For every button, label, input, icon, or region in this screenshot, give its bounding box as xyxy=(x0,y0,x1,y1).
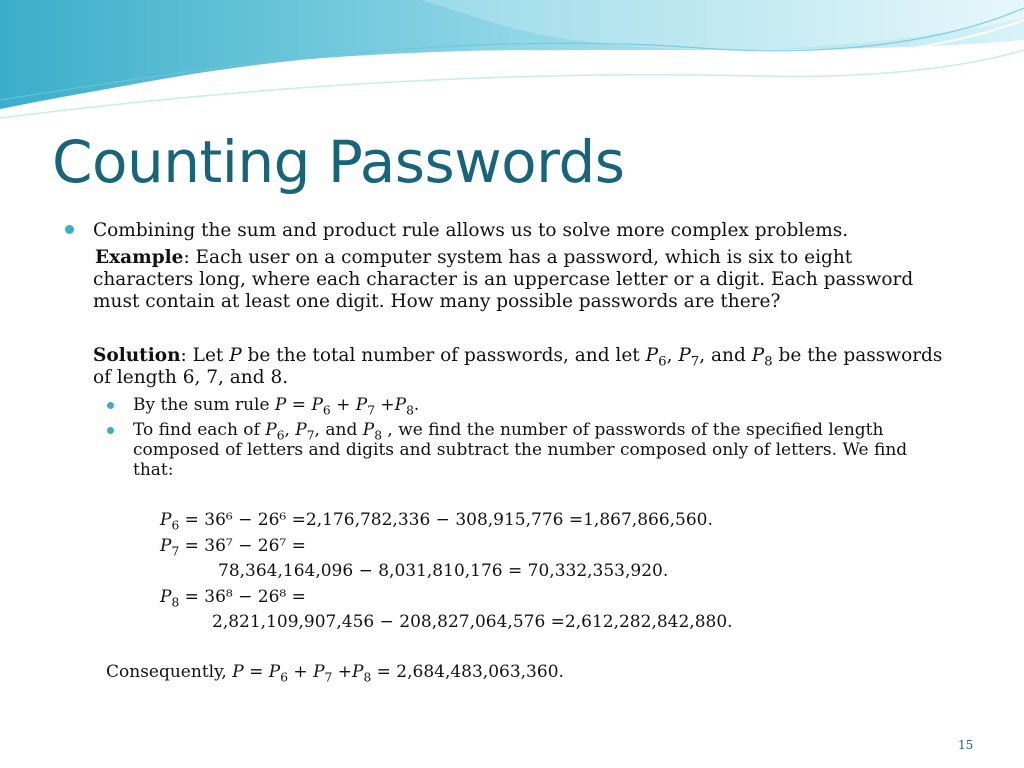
solution-text: be the total number of passwords, and let xyxy=(241,345,646,366)
page-number: 15 xyxy=(958,738,974,752)
sum-rule-text: By the sum rule xyxy=(133,395,275,415)
header-wave-decoration xyxy=(0,0,1024,120)
equation-p7-value: 78,364,164,096 − 8,031,810,176 = 70,332,353,920. xyxy=(218,561,669,581)
sum-rule-bullet: By the sum rule $P = P_6 + P_7 +P_8$. xyxy=(133,395,420,418)
bullet-icon xyxy=(107,427,114,434)
find-each-text: , we find the number of passwords of the specified length composed of letters and digits and subtract the number composed only of letters. We find that: xyxy=(133,420,908,480)
example-paragraph xyxy=(93,247,943,313)
solution-text: be the passwords of length 6, 7, and 8. xyxy=(93,345,943,388)
intro-text: Combining the sum and product rule allows us to solve more complex problems. xyxy=(93,220,849,241)
example-label: Example xyxy=(95,247,184,268)
slide-title: Counting Passwords xyxy=(52,128,625,196)
equation-p8: $P_8 = 36^8 - 26^8$ = xyxy=(160,587,306,610)
equation-p6: $P_6 = 36^6 - 26^6 =2,176,782,336 - 308,915,776 =1,867,866,560$. xyxy=(160,510,713,533)
equation-p8-value: 2,821,109,907,456 − 208,827,064,576 =2,612,282,842,880. xyxy=(212,612,733,632)
find-each-text: To find each of xyxy=(133,420,266,440)
solution-paragraph: Solution: Let P be the total number of passwords, and let $P_6$, $P_7$, and $P_8$ be the passwords of length 6, 7, and 8. xyxy=(93,345,943,388)
example-text: : Each user on a computer system has a password, which is six to eight characters long, where each character is an uppercase letter or a digit. Each password must contain at least one digit. How many possible passwords are there? xyxy=(93,247,914,312)
bullet-icon xyxy=(107,402,114,409)
consequently-line: Consequently, $P = P_6 + P_7 +P_8 = 2,684,483,063,360$. xyxy=(106,662,564,685)
equation-p7: $P_7 = 36^7 - 26^7$ = xyxy=(160,536,306,559)
find-each-bullet: To find each of $P_6$, $P_7$, and $P_8$ , we find the number of passwords of the specified length composed of letters and digits and subtract the number composed only of letters. We find that: xyxy=(133,420,908,480)
solution-label: Solution xyxy=(93,345,181,366)
solution-text: : Let xyxy=(180,345,230,366)
bullet-icon xyxy=(65,225,74,234)
